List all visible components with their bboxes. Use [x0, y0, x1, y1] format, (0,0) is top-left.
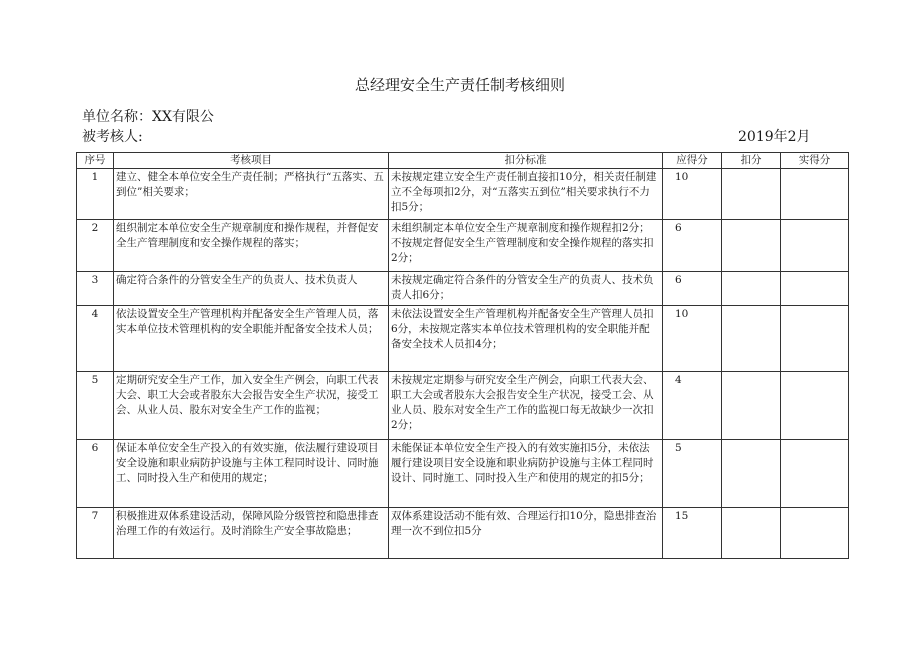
row-score: 10 — [663, 306, 722, 372]
row-no: 6 — [77, 440, 114, 508]
row-actual[interactable] — [781, 169, 849, 220]
row-actual[interactable] — [781, 508, 849, 559]
header-deduction: 扣分 — [722, 153, 781, 169]
assessment-date: 2019年2月 — [738, 129, 811, 145]
row-deduction[interactable] — [722, 508, 781, 559]
row-deduction[interactable] — [722, 306, 781, 372]
assessment-table — [76, 152, 849, 559]
table-row — [77, 220, 849, 272]
row-item: 定期研究安全生产工作，加入安全生产例会，向职工代表大会、职工大会或者股东大会报告安全生产状况，接受工会、从业人员、股东对安全生产工作的监视； — [114, 372, 389, 440]
row-item: 组织制定本单位安全生产规章制度和操作规程，并督促安全生产管理制度和安全操作规程的落实； — [114, 220, 389, 272]
header-item: 考核项目 — [114, 153, 389, 169]
row-standard: 未能保证本单位安全生产投入的有效实施扣5分，未依法履行建设项目安全设施和职业病防护设施与主体工程同时设计、同时施工、同时投入生产和使用的规定的扣5分； — [389, 440, 663, 508]
table-row — [77, 440, 849, 508]
row-no: 4 — [77, 306, 114, 372]
row-actual[interactable] — [781, 372, 849, 440]
row-standard: 未组织制定本单位安全生产规章制度和操作规程扣2分；不按规定督促安全生产管理制度和安全操作规程的落实扣2分； — [389, 220, 663, 272]
row-standard: 双体系建设活动不能有效、合理运行扣10分，隐患排查治理一次不到位扣5分 — [389, 508, 663, 559]
table-row — [77, 272, 849, 306]
row-item: 建立、健全本单位安全生产责任制；严格执行“五落实、五到位”相关要求； — [114, 169, 389, 220]
row-deduction[interactable] — [722, 169, 781, 220]
row-actual[interactable] — [781, 440, 849, 508]
row-deduction[interactable] — [722, 220, 781, 272]
row-item: 依法设置安全生产管理机构并配备安全生产管理人员，落实本单位技术管理机构的安全职能并配备安全技术人员； — [114, 306, 389, 372]
row-score: 15 — [663, 508, 722, 559]
header-standard: 扣分标准 — [389, 153, 663, 169]
row-score: 4 — [663, 372, 722, 440]
row-standard: 未按规定确定符合条件的分管安全生产的负责人、技术负责人扣6分； — [389, 272, 663, 306]
row-no: 1 — [77, 169, 114, 220]
row-standard: 未按规定建立安全生产责任制直接扣10分，相关责任制建立不全每项扣2分，对“五落实五到位”相关要求执行不力扣5分； — [389, 169, 663, 220]
row-standard: 未依法设置安全生产管理机构并配备安全生产管理人员扣6分，未按规定落实本单位技术管理机构的安全职能并配备安全技术人员扣4分； — [389, 306, 663, 372]
assessed-person-label: 被考核人: — [82, 129, 143, 145]
row-deduction[interactable] — [722, 440, 781, 508]
unit-name-label: 单位名称：XX有限公 — [82, 109, 214, 125]
table-row — [77, 169, 849, 220]
row-no: 7 — [77, 508, 114, 559]
row-no: 3 — [77, 272, 114, 306]
row-item: 保证本单位安全生产投入的有效实施，依法履行建设项目安全设施和职业病防护设施与主体工程同时设计、同时施工、同时投入生产和使用的规定； — [114, 440, 389, 508]
header-score: 应得分 — [663, 153, 722, 169]
row-actual[interactable] — [781, 306, 849, 372]
row-score: 10 — [663, 169, 722, 220]
row-no: 2 — [77, 220, 114, 272]
row-score: 5 — [663, 440, 722, 508]
row-score: 6 — [663, 272, 722, 306]
table-row — [77, 372, 849, 440]
document-title: 总经理安全生产责任制考核细则 — [354, 76, 565, 94]
table-header-row — [77, 153, 849, 169]
table-row — [77, 508, 849, 559]
table-row — [77, 306, 849, 372]
row-actual[interactable] — [781, 220, 849, 272]
row-item: 确定符合条件的分管安全生产的负责人、技术负责人 — [114, 272, 389, 306]
header-actual: 实得分 — [781, 153, 849, 169]
row-no: 5 — [77, 372, 114, 440]
row-actual[interactable] — [781, 272, 849, 306]
row-deduction[interactable] — [722, 272, 781, 306]
row-item: 积极推进双体系建设活动，保障风险分级管控和隐患排查治理工作的有效运行。及时消除生产安全事故隐患； — [114, 508, 389, 559]
row-standard: 未按规定定期参与研究安全生产例会，向职工代表大会、职工大会或者股东大会报告安全生产状况，接受工会、从业人员、股东对安全生产工作的监视口每无故缺少一次扣2分； — [389, 372, 663, 440]
header-no: 序号 — [77, 153, 114, 169]
row-score: 6 — [663, 220, 722, 272]
row-deduction[interactable] — [722, 372, 781, 440]
